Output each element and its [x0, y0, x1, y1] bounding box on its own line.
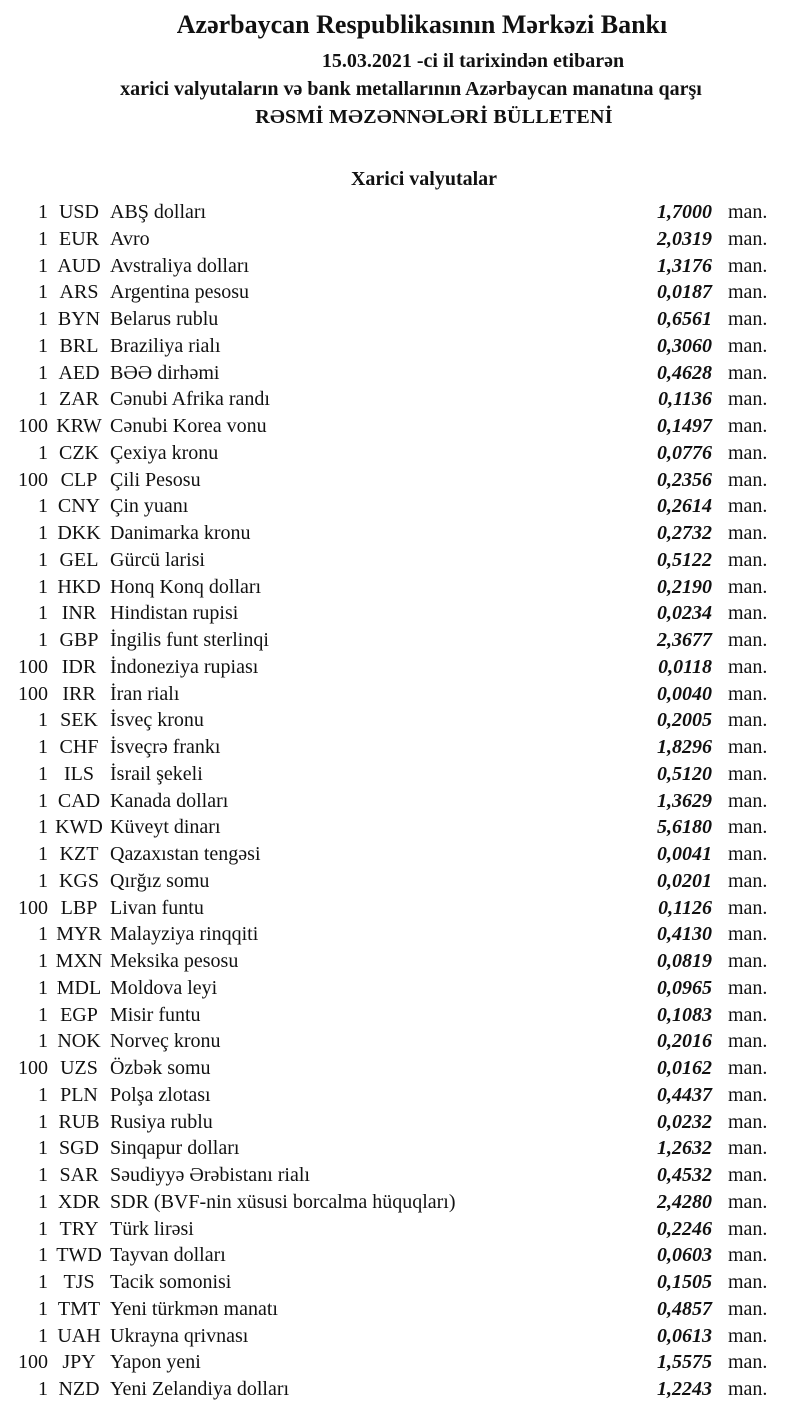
unit-label-cell: man.: [728, 843, 768, 865]
quantity-cell: 1: [38, 441, 48, 464]
rate-value-cell: 0,1497: [657, 415, 712, 437]
currency-code-cell: UZS: [60, 1057, 98, 1079]
currency-code-cell: TWD: [56, 1244, 102, 1267]
rate-value-cell: 0,0041: [657, 843, 712, 865]
quantity-cell: 1: [38, 762, 48, 785]
quantity-cell: 1: [38, 976, 48, 999]
rate-row: [0, 1109, 800, 1136]
rate-value-cell: 0,3060: [657, 334, 712, 357]
currency-name-cell: Küveyt dinarı: [110, 816, 221, 839]
currency-name-cell: Polşa zlotası: [110, 1083, 211, 1106]
currency-name-cell: Rusiya rublu: [110, 1110, 213, 1133]
currency-code-cell: PLN: [60, 1083, 98, 1106]
currency-name-cell: Kanada dolları: [110, 789, 229, 812]
rate-value-cell: 1,3629: [657, 789, 712, 812]
rate-row: [0, 1269, 800, 1296]
rate-row: [0, 734, 800, 761]
currency-name-cell: Ukrayna qrivnası: [110, 1324, 249, 1347]
rate-row: [0, 707, 800, 734]
rate-row: [0, 1189, 800, 1216]
rate-row: [0, 654, 800, 681]
currency-name-cell: İndoneziya rupiası: [110, 655, 259, 678]
exchange-rates-table: [0, 199, 800, 1402]
quantity-cell: 1: [38, 1083, 48, 1106]
rate-row: [0, 440, 800, 467]
currency-name-cell: Argentina pesosu: [110, 281, 250, 304]
rate-row: [0, 1135, 800, 1162]
currency-code-cell: LBP: [60, 896, 98, 919]
unit-label-cell: man.: [728, 281, 768, 304]
quantity-cell: 1: [38, 816, 48, 839]
currency-name-cell: Tayvan dolları: [110, 1244, 226, 1267]
rate-value-cell: 0,2732: [657, 522, 712, 544]
rate-row: [0, 1082, 800, 1109]
currency-name-cell: İsveç kronu: [110, 709, 204, 732]
rate-row: [0, 1028, 800, 1055]
currency-name-cell: Yeni Zelandiya dolları: [110, 1378, 290, 1400]
rate-value-cell: 0,0187: [657, 281, 712, 304]
unit-label-cell: man.: [728, 254, 768, 277]
unit-label-cell: man.: [728, 869, 768, 892]
rate-row: [0, 1216, 800, 1243]
rate-value-cell: 1,5575: [657, 1351, 712, 1374]
section-title: [0, 166, 800, 192]
rate-row: [0, 1242, 800, 1269]
quantity-cell: 1: [38, 1030, 48, 1053]
currency-code-cell: INR: [61, 602, 97, 625]
quantity-cell: 1: [38, 1110, 48, 1133]
rate-value-cell: 0,2190: [657, 575, 712, 598]
currency-code-cell: UAH: [57, 1324, 101, 1347]
quantity-cell: 1: [38, 1217, 48, 1240]
quantity-cell: 100: [18, 655, 48, 678]
currency-code-cell: CHF: [59, 736, 99, 758]
quantity-cell: 100: [18, 1351, 48, 1374]
quantity-cell: 1: [38, 629, 48, 651]
bank-title-text: Azərbaycan Respublikasının Mərkəzi Bankı: [176, 10, 668, 39]
quantity-cell: 1: [38, 522, 48, 544]
rate-row: [0, 574, 800, 601]
rate-row: [0, 279, 800, 306]
quantity-cell: 1: [38, 1190, 48, 1213]
quantity-cell: 1: [38, 1271, 48, 1293]
rate-value-cell: 0,0776: [657, 441, 712, 464]
currency-name-cell: Avstraliya dolları: [110, 254, 250, 277]
currency-code-cell: GBP: [59, 629, 99, 651]
unit-label-cell: man.: [728, 762, 768, 785]
currency-code-cell: ARS: [59, 281, 99, 304]
currency-name-cell: Honq Konq dolları: [110, 575, 262, 598]
unit-label-cell: man.: [728, 682, 768, 705]
currency-name-cell: Çili Pesosu: [110, 468, 201, 491]
rate-row: [0, 333, 800, 360]
currency-code-cell: EGP: [60, 1003, 98, 1026]
rate-value-cell: 0,2016: [657, 1030, 712, 1053]
quantity-cell: 100: [18, 468, 48, 491]
currency-code-cell: SGD: [58, 1137, 99, 1160]
currency-name-cell: Özbək somu: [110, 1057, 211, 1079]
quantity-cell: 1: [38, 602, 48, 625]
currency-code-cell: MDL: [56, 976, 102, 999]
unit-label-cell: man.: [728, 1083, 768, 1106]
quantity-cell: 1: [38, 1137, 48, 1160]
currency-name-cell: Yapon yeni: [110, 1351, 201, 1374]
quantity-cell: 1: [38, 308, 48, 330]
rate-row: [0, 547, 800, 574]
rate-value-cell: 0,4628: [657, 361, 712, 384]
rate-value-cell: 0,4532: [657, 1164, 712, 1186]
currency-code-cell: SAR: [59, 1164, 99, 1186]
currency-code-cell: CAD: [57, 789, 101, 812]
unit-label-cell: man.: [728, 950, 768, 972]
unit-label-cell: man.: [728, 816, 768, 839]
currency-code-cell: AED: [58, 361, 100, 384]
quantity-cell: 1: [38, 950, 48, 972]
currency-code-cell: CZK: [59, 441, 99, 464]
unit-label-cell: man.: [728, 1110, 768, 1133]
rate-row: [0, 1349, 800, 1376]
rate-value-cell: 0,0613: [657, 1324, 712, 1347]
rate-value-cell: 0,0118: [658, 655, 712, 678]
unit-label-cell: man.: [728, 575, 768, 598]
rate-value-cell: 1,7000: [657, 201, 712, 223]
rate-row: [0, 868, 800, 895]
currency-code-cell: ZAR: [59, 388, 99, 411]
currency-code-cell: XDR: [57, 1190, 101, 1213]
rate-value-cell: 0,0040: [657, 682, 712, 705]
quantity-cell: 1: [38, 843, 48, 865]
currency-name-cell: Türk lirəsi: [110, 1217, 194, 1240]
currency-name-cell: Moldova leyi: [110, 976, 218, 999]
bulletin-title: [0, 104, 800, 130]
currency-name-cell: İsrail şekeli: [110, 762, 203, 785]
quantity-cell: 100: [18, 1057, 48, 1079]
currency-name-cell: Cənubi Korea vonu: [110, 415, 267, 437]
currency-code-cell: KRW: [56, 415, 102, 437]
quantity-cell: 1: [38, 388, 48, 411]
unit-label-cell: man.: [728, 1244, 768, 1267]
unit-label-cell: man.: [728, 602, 768, 625]
rate-value-cell: 0,0965: [657, 976, 712, 999]
rate-value-cell: 0,2614: [657, 495, 712, 518]
currency-code-cell: NZD: [58, 1378, 100, 1400]
unit-label-cell: man.: [728, 1003, 768, 1026]
unit-label-cell: man.: [728, 1164, 768, 1186]
rate-value-cell: 0,1126: [658, 896, 712, 919]
unit-label-cell: man.: [728, 522, 768, 544]
rate-row: [0, 520, 800, 547]
rate-value-cell: 1,3176: [657, 254, 712, 277]
rate-value-cell: 0,0162: [657, 1057, 712, 1079]
currency-code-cell: CLP: [60, 468, 98, 491]
unit-label-cell: man.: [728, 388, 768, 411]
currency-code-cell: TJS: [63, 1271, 95, 1293]
rate-row: [0, 413, 800, 440]
currency-code-cell: BYN: [57, 308, 101, 330]
currency-name-cell: Belarus rublu: [110, 308, 219, 330]
rate-row: [0, 226, 800, 253]
currency-code-cell: HKD: [57, 575, 101, 598]
rate-value-cell: 0,1136: [658, 388, 712, 411]
subtitle-text: xarici valyutaların və bank metallarının Azərbaycan manatına qarşı: [120, 78, 702, 100]
currency-name-cell: Misir funtu: [110, 1003, 201, 1026]
rate-row: [0, 467, 800, 494]
unit-label-cell: man.: [728, 415, 768, 437]
quantity-cell: 1: [38, 334, 48, 357]
currency-code-cell: IRR: [62, 682, 96, 705]
currency-name-cell: Malayziya rinqqiti: [110, 923, 259, 946]
rate-row: [0, 1055, 800, 1082]
currency-name-cell: İngilis funt sterlinqi: [110, 629, 269, 651]
rate-row: [0, 788, 800, 815]
unit-label-cell: man.: [728, 1030, 768, 1053]
rate-row: [0, 493, 800, 520]
rate-value-cell: 5,6180: [657, 816, 712, 839]
unit-label-cell: man.: [728, 1190, 768, 1213]
unit-label-cell: man.: [728, 1057, 768, 1079]
rate-value-cell: 0,5122: [657, 548, 712, 571]
rate-row: [0, 253, 800, 280]
currency-code-cell: IDR: [61, 655, 97, 678]
quantity-cell: 1: [38, 227, 48, 250]
quantity-cell: 1: [38, 361, 48, 384]
rate-row: [0, 921, 800, 948]
unit-label-cell: man.: [728, 495, 768, 518]
rate-value-cell: 0,4130: [657, 923, 712, 946]
rate-value-cell: 0,1505: [657, 1271, 712, 1293]
rate-value-cell: 0,1083: [657, 1003, 712, 1026]
currency-code-cell: USD: [58, 201, 99, 223]
quantity-cell: 1: [38, 1003, 48, 1026]
quantity-cell: 1: [38, 548, 48, 571]
rate-row: [0, 814, 800, 841]
unit-label-cell: man.: [728, 1378, 768, 1400]
rate-value-cell: 2,4280: [657, 1190, 712, 1213]
bulletin-title-text: RƏSMİ MƏZƏNNƏLƏRİ BÜLLETENİ: [255, 106, 613, 128]
currency-name-cell: ABŞ dolları: [110, 201, 207, 223]
unit-label-cell: man.: [728, 655, 768, 678]
rate-row: [0, 1002, 800, 1029]
rate-value-cell: 1,8296: [657, 736, 712, 758]
rate-row: [0, 600, 800, 627]
currency-code-cell: KWD: [55, 816, 103, 839]
unit-label-cell: man.: [728, 1271, 768, 1293]
currency-name-cell: Danimarka kronu: [110, 522, 251, 544]
unit-label-cell: man.: [728, 1137, 768, 1160]
unit-label-cell: man.: [728, 1324, 768, 1347]
quantity-cell: 1: [38, 709, 48, 732]
effective-date-text: 15.03.2021 -ci il tarixindən etibarən: [321, 50, 625, 72]
bank-title: [0, 10, 800, 40]
rate-value-cell: 2,0319: [657, 227, 712, 250]
currency-name-cell: SDR (BVF-nin xüsusi borcalma hüquqları): [110, 1190, 456, 1213]
rate-row: [0, 199, 800, 226]
currency-name-cell: İsveçrə frankı: [110, 736, 221, 758]
currency-code-cell: SEK: [60, 709, 98, 732]
rate-row: [0, 681, 800, 708]
unit-label-cell: man.: [728, 1217, 768, 1240]
currency-name-cell: Hindistan rupisi: [110, 602, 239, 625]
rate-value-cell: 0,4857: [657, 1297, 712, 1320]
unit-label-cell: man.: [728, 468, 768, 491]
currency-name-cell: Qırğız somu: [110, 869, 210, 892]
rate-value-cell: 0,0819: [657, 950, 712, 972]
currency-name-cell: Avro: [110, 227, 150, 250]
unit-label-cell: man.: [728, 201, 768, 223]
quantity-cell: 100: [18, 415, 48, 437]
currency-name-cell: Çin yuanı: [110, 495, 189, 518]
currency-code-cell: JPY: [62, 1351, 96, 1374]
rate-row: [0, 841, 800, 868]
rate-row: [0, 386, 800, 413]
currency-name-cell: Yeni türkmən manatı: [110, 1297, 278, 1320]
rate-row: [0, 627, 800, 654]
rate-value-cell: 1,2632: [657, 1137, 712, 1160]
unit-label-cell: man.: [728, 1351, 768, 1374]
currency-name-cell: Norveç kronu: [110, 1030, 221, 1053]
rate-row: [0, 306, 800, 333]
unit-label-cell: man.: [728, 789, 768, 812]
unit-label-cell: man.: [728, 441, 768, 464]
unit-label-cell: man.: [728, 923, 768, 946]
currency-name-cell: Braziliya rialı: [110, 334, 221, 357]
rate-value-cell: 1,2243: [657, 1378, 712, 1400]
rate-row: [0, 360, 800, 387]
unit-label-cell: man.: [728, 1297, 768, 1320]
currency-code-cell: DKK: [57, 522, 101, 544]
currency-code-cell: AUD: [57, 254, 101, 277]
unit-label-cell: man.: [728, 361, 768, 384]
rate-row: [0, 895, 800, 922]
quantity-cell: 1: [38, 923, 48, 946]
quantity-cell: 1: [38, 281, 48, 304]
rate-row: [0, 1323, 800, 1350]
quantity-cell: 1: [38, 789, 48, 812]
unit-label-cell: man.: [728, 976, 768, 999]
quantity-cell: 1: [38, 201, 48, 223]
rate-row: [0, 975, 800, 1002]
rate-value-cell: 0,4437: [657, 1083, 712, 1106]
currency-code-cell: MYR: [56, 923, 102, 946]
rate-value-cell: 0,2356: [657, 468, 712, 491]
unit-label-cell: man.: [728, 334, 768, 357]
currency-code-cell: BRL: [59, 334, 99, 357]
currency-code-cell: TMT: [57, 1297, 101, 1320]
currency-code-cell: MXN: [55, 950, 103, 972]
unit-label-cell: man.: [728, 709, 768, 732]
rate-row: [0, 948, 800, 975]
quantity-cell: 1: [38, 1297, 48, 1320]
subtitle-line: [0, 76, 800, 102]
rate-row: [0, 1296, 800, 1323]
rate-row: [0, 1376, 800, 1402]
currency-name-cell: Cənubi Afrika randı: [110, 388, 270, 411]
unit-label-cell: man.: [728, 548, 768, 571]
quantity-cell: 1: [38, 736, 48, 758]
effective-date-line: [0, 48, 800, 74]
currency-name-cell: BƏƏ dirhəmi: [110, 361, 220, 384]
currency-name-cell: İran rialı: [110, 682, 180, 705]
quantity-cell: 1: [38, 575, 48, 598]
currency-name-cell: Çexiya kronu: [110, 441, 219, 464]
rate-value-cell: 0,0201: [657, 869, 712, 892]
quantity-cell: 1: [38, 495, 48, 518]
quantity-cell: 1: [38, 1244, 48, 1267]
section-title-text: Xarici valyutalar: [350, 168, 498, 190]
currency-name-cell: Gürcü larisi: [110, 548, 205, 571]
quantity-cell: 1: [38, 1324, 48, 1347]
currency-name-cell: Qazaxıstan tengəsi: [110, 843, 261, 865]
unit-label-cell: man.: [728, 736, 768, 758]
rate-value-cell: 0,2246: [657, 1217, 712, 1240]
quantity-cell: 100: [18, 682, 48, 705]
currency-name-cell: Sinqapur dolları: [110, 1137, 240, 1160]
unit-label-cell: man.: [728, 227, 768, 250]
rate-value-cell: 0,0232: [657, 1110, 712, 1133]
rate-value-cell: 2,3677: [657, 629, 712, 651]
currency-name-cell: Meksika pesosu: [110, 950, 239, 972]
rate-row: [0, 1162, 800, 1189]
currency-code-cell: KGS: [58, 869, 99, 892]
rate-value-cell: 0,6561: [657, 308, 712, 330]
currency-name-cell: Livan funtu: [110, 896, 204, 919]
currency-code-cell: RUB: [58, 1110, 100, 1133]
unit-label-cell: man.: [728, 308, 768, 330]
rate-value-cell: 0,0234: [657, 602, 712, 625]
unit-label-cell: man.: [728, 629, 768, 651]
unit-label-cell: man.: [728, 896, 768, 919]
currency-code-cell: CNY: [57, 495, 101, 518]
currency-name-cell: Səudiyyə Ərəbistanı rialı: [110, 1164, 310, 1186]
quantity-cell: 1: [38, 869, 48, 892]
currency-code-cell: KZT: [59, 843, 99, 865]
currency-code-cell: TRY: [59, 1217, 99, 1240]
rate-value-cell: 0,0603: [657, 1244, 712, 1267]
rate-value-cell: 0,5120: [657, 762, 712, 785]
currency-code-cell: EUR: [59, 227, 99, 250]
quantity-cell: 1: [38, 1164, 48, 1186]
currency-code-cell: GEL: [59, 548, 99, 571]
currency-name-cell: Tacik somonisi: [110, 1271, 232, 1293]
quantity-cell: 100: [18, 896, 48, 919]
rate-row: [0, 761, 800, 788]
quantity-cell: 1: [38, 1378, 48, 1400]
currency-code-cell: ILS: [64, 762, 94, 785]
quantity-cell: 1: [38, 254, 48, 277]
currency-code-cell: NOK: [57, 1030, 101, 1053]
rate-value-cell: 0,2005: [657, 709, 712, 732]
